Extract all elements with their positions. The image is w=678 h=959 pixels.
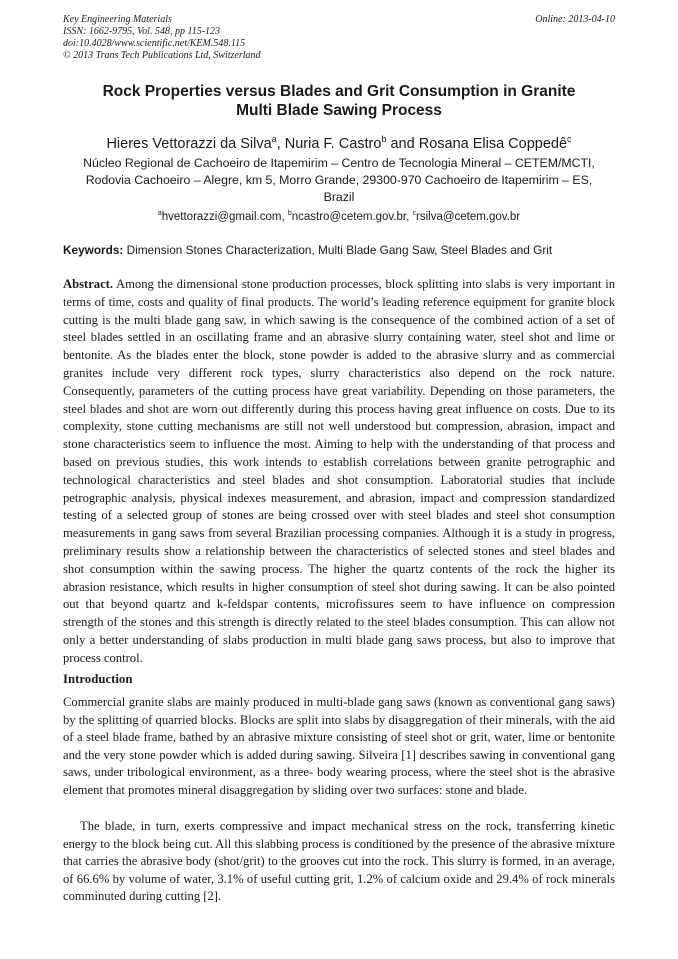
author-name: Nuria F. Castro	[284, 135, 382, 152]
keywords-label: Keywords:	[63, 243, 124, 257]
email-separator: ,	[406, 210, 413, 223]
author-name: Rosana Elisa Coppedê	[418, 135, 568, 152]
doi-line: doi:10.4028/www.scientific.net/KEM.548.115	[63, 38, 246, 49]
author-mark: b	[381, 134, 387, 144]
author-mark: c	[567, 134, 572, 144]
author-mark: a	[271, 134, 277, 144]
issn-line: ISSN: 1662-9795, Vol. 548, pp 115-123	[63, 26, 221, 37]
affiliation-line-1: Núcleo Regional de Cachoeiro de Itapemirim – Centro de Tecnologia Mineral – CETEM/MCTI,	[83, 156, 595, 170]
keywords	[63, 243, 615, 257]
author-list	[63, 130, 615, 153]
title-line-2: Multi Blade Sawing Process	[236, 102, 442, 119]
journal-name: Key Engineering Materials	[63, 14, 172, 25]
email-separator: ,	[281, 210, 288, 223]
intro-paragraph-1: Commercial granite slabs are mainly produced in multi-blade gang saws (known as conventional gang saws) by the splitting of quarried blocks. Blocks are split into slabs by disaggregation of their minerals, with the aid of a steel blade frame, bathed by an abrasive mixture consisting of steel shot or grit, water, lime or bentonite and the very stone powder which is added during sawing. Silveira [1] describes sawing in conventional gang saws, under tribological environment, as a three- body wearing process, where the steel shot is the abrasive element that promotes mineral disaggregation by sliding over two surfaces: stone and blade.	[63, 695, 615, 797]
email-link[interactable]: ncastro@cetem.gov.br	[291, 210, 407, 223]
email-link[interactable]: hvettorazzi@gmail.com	[161, 210, 282, 223]
paper-title	[63, 82, 615, 120]
section-heading-introduction: Introduction	[63, 672, 133, 686]
author-separator: ,	[276, 135, 285, 152]
author-separator: and	[386, 135, 419, 152]
email-mark: b	[287, 210, 292, 217]
journal-header	[63, 14, 615, 62]
abstract-label: Abstract.	[63, 277, 114, 291]
keywords-text: Dimension Stones Characterization, Multi Blade Gang Saw, Steel Blades and Grit	[123, 243, 553, 257]
copyright-line: © 2013 Trans Tech Publications Ltd, Switzerland	[63, 50, 261, 61]
email-link[interactable]: rsilva@cetem.gov.br	[416, 210, 521, 223]
author-name: Hieres Vettorazzi da Silva	[106, 135, 272, 152]
author-emails	[63, 207, 615, 224]
affiliation-line-3: Brazil	[323, 190, 355, 204]
affiliation-line-2: Rodovia Cachoeiro – Alegre, km 5, Morro Grande, 29300-970 Cachoeiro de Itapemirim – ES,	[85, 173, 593, 187]
title-line-1: Rock Properties versus Blades and Grit Consumption in Granite	[102, 83, 576, 100]
affiliation	[63, 155, 615, 206]
email-mark: a	[157, 210, 162, 217]
online-date: Online: 2013-04-10	[535, 14, 615, 25]
abstract-text: Among the dimensional stone production processes, block splitting into slabs is very important in terms of time, costs and quality of final products. The world’s leading reference equipment for granite block cutting is the multi blade gang saw, in which sawing is the consequence of the combined action of a set of steel blades settled in an oscillating frame and an abrasive slurry containing water, steel shot and lime or bentonite. As the blades enter the block, stone powder is added to the abrasive slurry and as commercial granites include very different rock types, slurry characteristics also depend on the rock nature. Consequently, parameters of the cutting process have great variability. Depending on those parameters, the steel blades and shot are worn out differently during this process having great influence on costs. Due to its complexity, stone cutting mechanisms are still not well understood but compression, abrasion, impact and stone characteristics seem to influence the most. Aiming to help with the understanding of that process and based on previous studies, this work intends to establish correlations between granite petrographic and technological characteristics and steel blades and shot consumption. Laboratorial studies that include petrographic analysis, physical indexes measurement, and abrasion, impact and compression standardized testing of a selected group of stones are being crossed over with steel blades and steel shot consumption measurements in gang saws from several Brazilian processing companies. Although it is a study in progress, preliminary results show a relationship between the characteristics of selected stones and steel blades and shot consumption within the sawing process. The higher the quartz contents of the rock the higher its abrasion resistance, which results in higher consumption of steel shot during sawing. It can be also pointed out that beyond quartz and k-feldspar contents, microfissures seem to have influence on compression strength of the stones and this strength is directly related to the steel blades consumption. This can allow not only a better understanding of slabs production in multi blade gang saws process, but also to improve that process control.	[63, 277, 615, 665]
email-mark: c	[412, 210, 416, 217]
abstract	[63, 276, 615, 668]
intro-paragraph-2: The blade, in turn, exerts compressive and impact mechanical stress on the rock, transferring kinetic energy to the block being cut. All this slabbing process is conditioned by the presence of the abrasive mixture that carries the abrasive body (shot/grit) to the grooves cut into the rock. This slurry is formed, in an average, of 66.6% by volume of water, 3.1% of useful cutting grit, 1.2% of calcium oxide and 29.4% of rock minerals comminuted during cutting [2].	[63, 819, 615, 904]
